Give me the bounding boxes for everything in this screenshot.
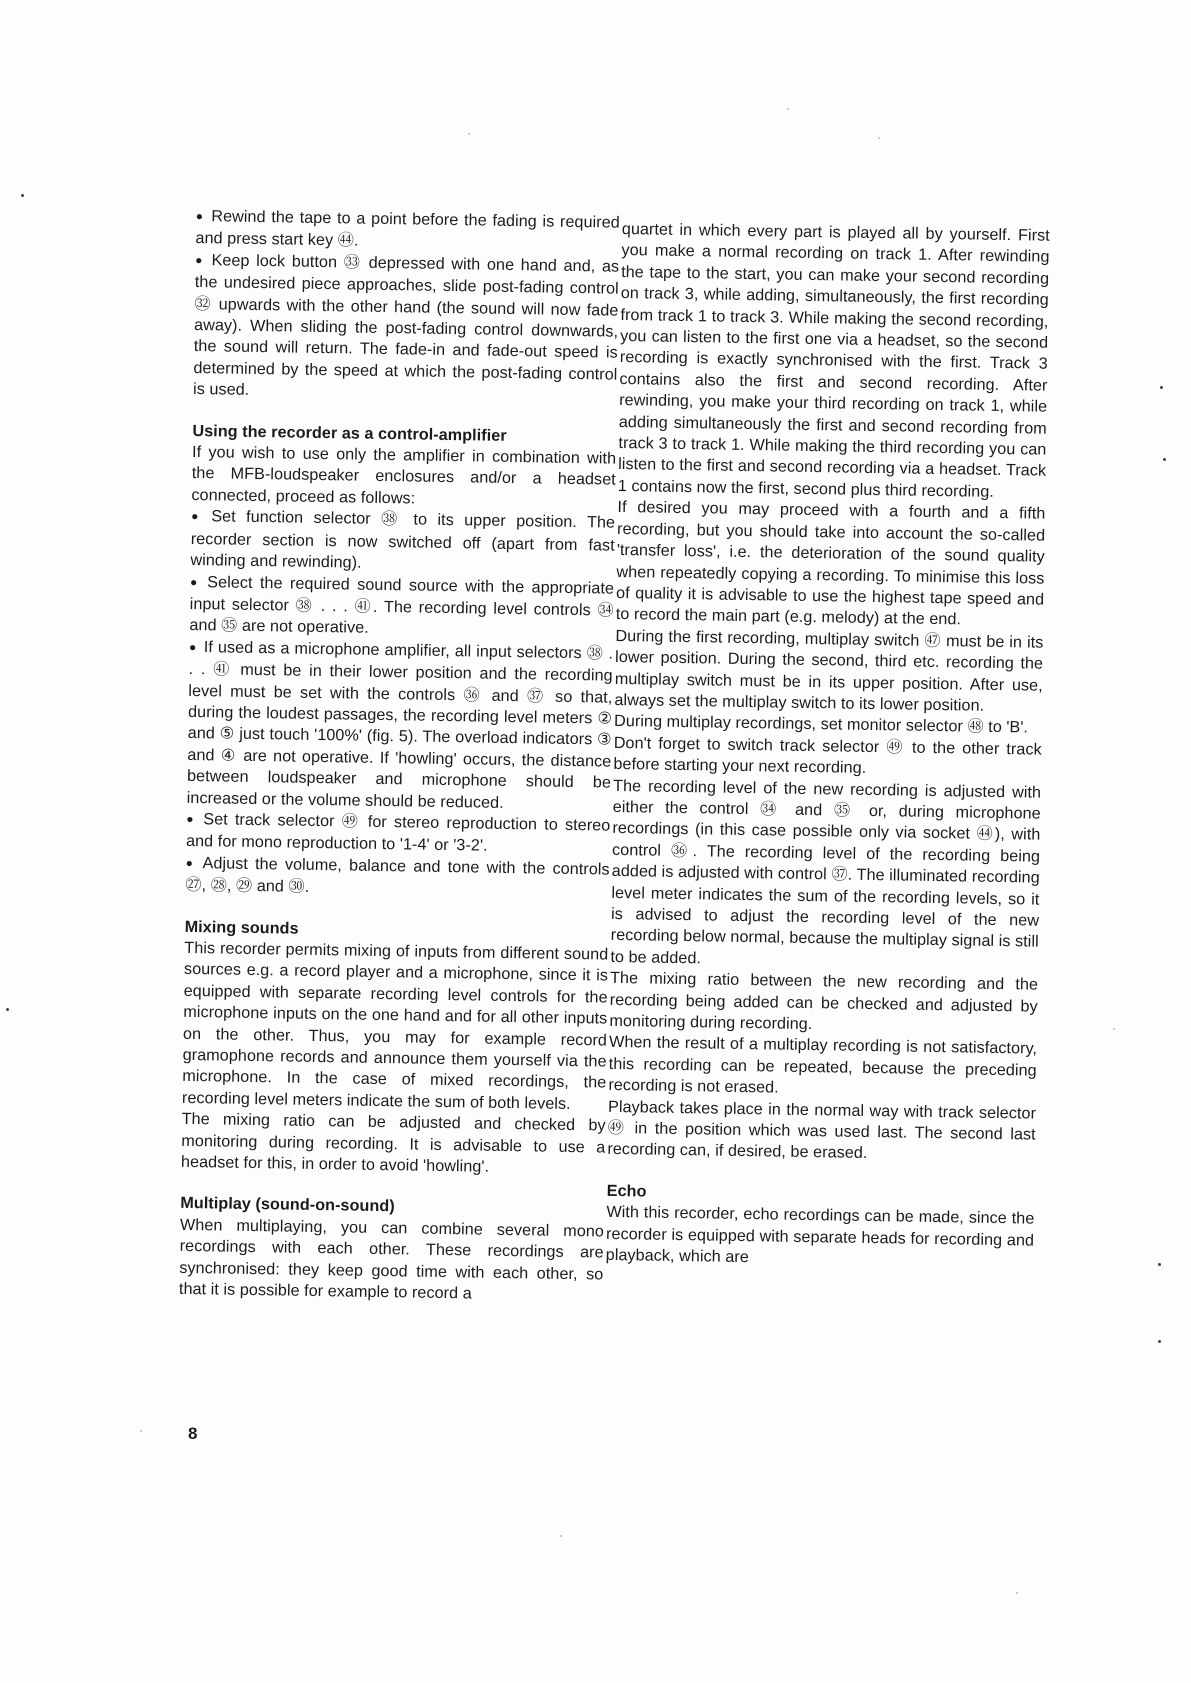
scan-speck: [560, 1535, 562, 1537]
scan-speck: [1160, 386, 1163, 389]
scan-speck: [1016, 1592, 1018, 1594]
bullet-adjust-volume: ● Adjust the volume, balance and tone with the controls ㉗, ㉘, ㉙ and ㉚.: [185, 853, 610, 903]
para-echo-intro: With this recorder, echo recordings can be made, since the recorder is equipped with separate heads for recording and playback, which are: [605, 1203, 1035, 1267]
para-multiplay-switch: During the first recording, multiplay switch ㊼ must be in its lower position. During the second, third etc. recording the multiplay switch must be in its upper position. After use, always set the multiplay switch to its lower position.: [614, 626, 1044, 715]
scan-speck: [1113, 1028, 1115, 1030]
para-mixing-sounds: This recorder permits mixing of inputs from different sound sources e.g. a record player and a microphone, since it is equipped with separate recording level controls for the microphone inputs on the one hand and for all other inputs on the other. Thus, you may for example record gramophone records and announce them yourself via the microphone. In the case of mixed recordings, the recording level meters indicate the sum of both levels.: [181, 938, 609, 1113]
bullet-microphone-amplifier: ● If used as a microphone amplifier, all input selectors ㊳ . . . ㊶ must be in their lower position and the recording level must be set with the controls ㊱ and ㊲ so that, during the loudest passages, the recording level meters ② and ⑤ just touch '100%' (fig. 5). The overload indicators ③ and ④ are not operative. If 'howling' occurs, the distance between loudspeaker and microphone should be increased or the volume should be reduced.: [187, 637, 614, 816]
para-fourth-fifth-recording: If desired you may proceed with a fourth and a fifth recording, but you should take into account the so-called 'transfer loss', i.e. the deterioration of the sound quality when repeatedly copying a recording. To minimise this loss of quality it is advisable to use the highest tape speed and to record the main part (e.g. melody) at the end.: [615, 498, 1046, 629]
heading-echo: Echo: [606, 1181, 647, 1201]
bullet-select-sound-source: ● Select the required sound source with the appropriate input selector ㊳ . . . ㊶. The recording level controls ㉞ and ㉟ are not operative.: [189, 571, 614, 643]
scan-speck: [1158, 1263, 1161, 1266]
scan-speck: [787, 108, 789, 110]
heading-mixing-sounds: Mixing sounds: [184, 917, 299, 938]
para-recording-level: The recording level of the new recording is adjusted with either the control ㉞ and ㉟ or, during microphone recordings (in this case possible only via socket ㊹), with control ㊱. The recording level of the recording being added is adjusted with control ㊲. The illuminated recording level meter indicates the sum of the recording levels, so it is advised to adjust the recording level of the new recording below normal, because the multiplay signal is still to be added.: [610, 776, 1042, 968]
scan-speck: [468, 133, 470, 135]
bullet-rewind-tape: ● Rewind the tape to a point before the fading is required and press start key ㊹.: [195, 206, 620, 256]
para-quartet: quartet in which every part is played all by yourself. First you make a normal recording on track 1. After rewinding the tape to the start, you can make your second recording on track 3, while adding, simultaneously, the first recording from track 1 to track 3. While making the second recording, you can listen to the first one via a headset, so the second recording is exactly synchronised with the first. Track 3 contains also the first and second recording. After rewinding, you make your third recording on track 1, while adding simultaneously the first and second recording from track 3 to track 1. While making the third recording you can listen to the first and second recording via a headset. Track 1 contains now the first, second plus third recording.: [617, 219, 1050, 501]
para-switch-track: Don't forget to switch track selector ㊾ to the other track before starting your next recording.: [613, 733, 1042, 778]
para-mixing-ratio-multiplay: The mixing ratio between the new recording and the recording being added can be checked and adjusted by monitoring during recording.: [609, 969, 1039, 1034]
heading-control-amplifier: Using the recorder as a control-amplifier: [192, 421, 507, 445]
right-column: [606, 219, 1050, 1273]
scan-speck: [878, 137, 880, 139]
para-playback: Playback takes place in the normal way with track selector ㊾ in the position which was used last. The second last recording can, if desired, be erased.: [607, 1097, 1037, 1163]
bullet-keep-lock-button: ● Keep lock button ㉝ depressed with one hand and, as the undesired piece approaches, slide post-fading control ㉜ upwards with the other hand (the sound will now fade away). When sliding the post-fading control downwards, the sound will return. The fade-in and fade-out speed is determined by the speed at which the post-fading control is used.: [193, 250, 619, 407]
scan-speck: [1158, 1340, 1161, 1343]
left-column: [179, 206, 620, 1307]
scan-speck: [1163, 458, 1166, 461]
bullet-track-selector: ● Set track selector ㊾ for stereo reproduction to stereo and for mono reproduction to '1-4' or '3-2'.: [186, 809, 611, 859]
para-repeat-recording: When the result of a multiplay recording is not satisfactory, this recording can be repeated, because the preceding recording is not erased.: [608, 1033, 1038, 1097]
heading-multiplay: Multiplay (sound-on-sound): [180, 1194, 395, 1216]
para-mixing-ratio: The mixing ratio can be adjusted and checked by monitoring during recording. It is advisable to use a headset for this, in order to avoid 'howling'.: [180, 1110, 606, 1176]
para-amplifier-intro: If you wish to use only the amplifier in combination with the MFB-loudspeaker enclosures and/or a headset connected, proceed as follows:: [191, 443, 617, 508]
scan-speck: [21, 194, 24, 197]
bullet-function-selector: ● Set function selector ㊳ to its upper position. The recorder section is now switched off (apart from fast winding and rewinding).: [190, 506, 615, 578]
page-number: 8: [188, 1424, 198, 1443]
para-multiplay-intro: When multiplaying, you can combine several mono recordings with each other. These recordings are synchronised: they keep good time with each other, so that it is possible for example to record a: [178, 1215, 605, 1303]
scan-speck: [140, 1430, 142, 1432]
para-monitor-selector: During multiplay recordings, set monitor selector ㊽ to 'B'.: [613, 712, 1029, 737]
scan-speck: [6, 1008, 9, 1011]
